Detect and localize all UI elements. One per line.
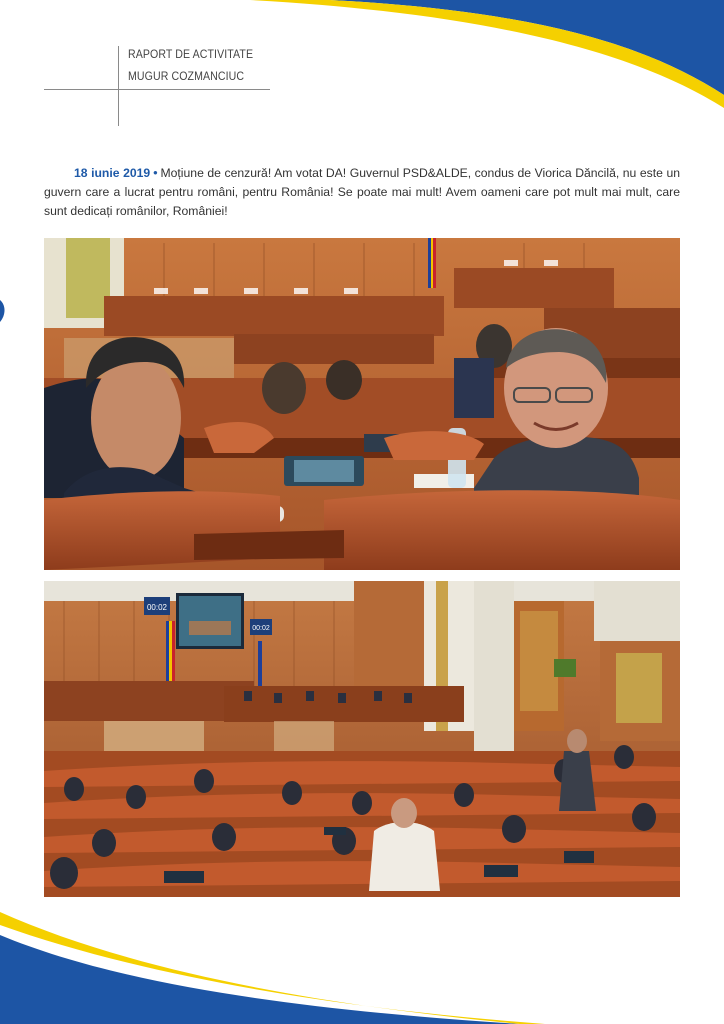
bullet-icon: • <box>153 166 158 180</box>
report-title: RAPORT DE ACTIVITATE <box>128 49 254 61</box>
photo-selfie-parliament <box>44 238 680 570</box>
entry-text: Moțiune de cenzură! Am votat DA! Guvernul PSD&ALDE, condus de Viorica Dăncilă, nu este un guvern care a lucrat pentru români, pentru România! Se poate mai mult! Avem oameni care pot mult mai mult, care sunt dedicați românilor, României! <box>44 166 681 218</box>
clock-display-left: 00:02 <box>146 603 168 612</box>
clock-display-right: 00:02 <box>252 625 270 632</box>
photo-parliament-chamber <box>44 581 680 897</box>
entry-date: 18 iunie 2019 <box>74 166 151 180</box>
entry-paragraph <box>44 164 680 221</box>
header-vertical-rule <box>118 46 119 126</box>
left-edge-blue-sliver <box>0 300 5 322</box>
report-header <box>128 44 264 88</box>
header-horizontal-rule <box>44 89 270 90</box>
photo-chamber-drawing <box>44 581 680 897</box>
photo-selfie-drawing <box>44 238 680 570</box>
top-right-blue-swoosh <box>330 0 724 95</box>
author-name: MUGUR COZMANCIUC <box>128 71 245 83</box>
